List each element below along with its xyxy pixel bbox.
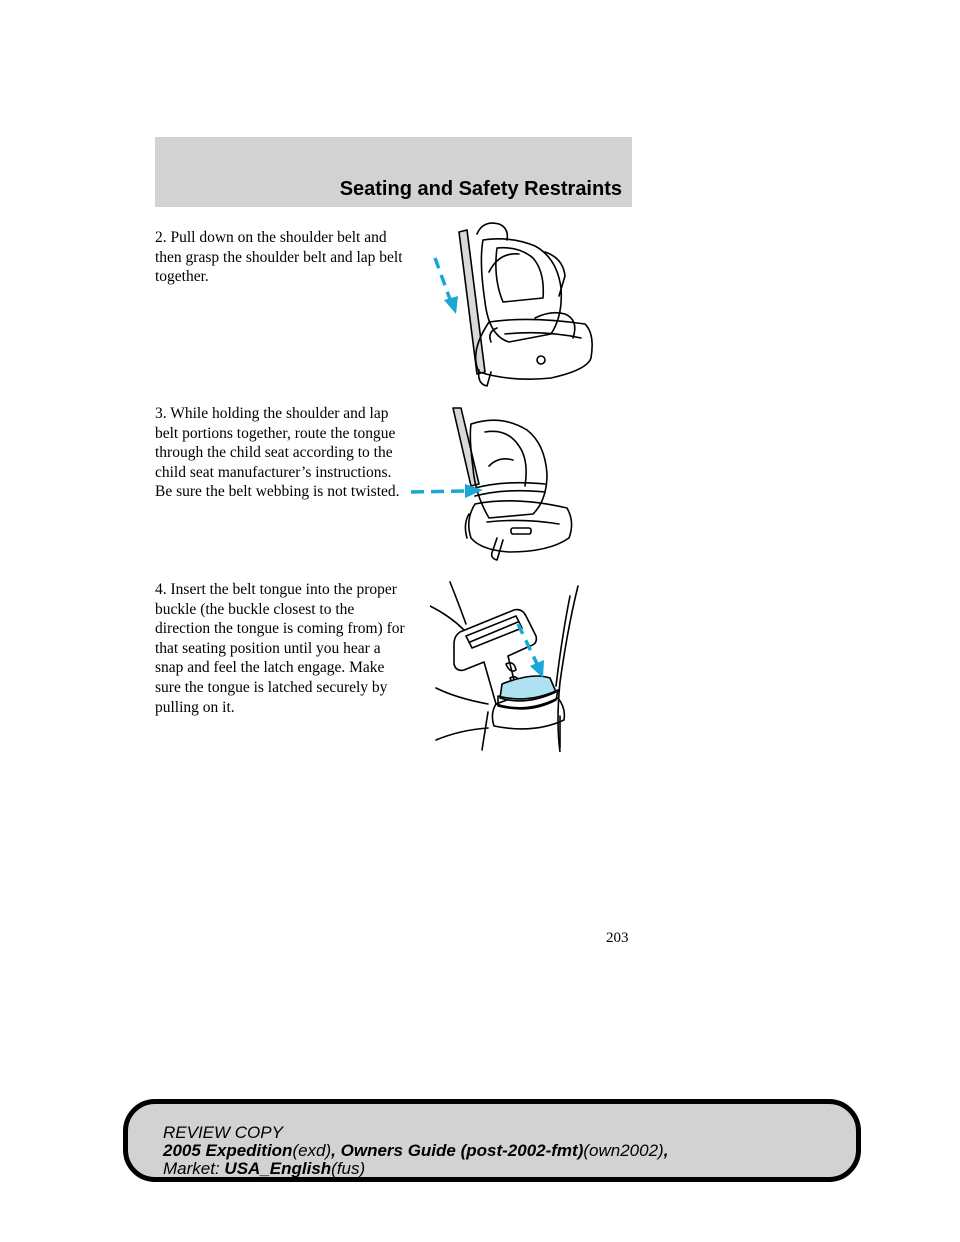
footer-market-code: (fus) (331, 1159, 366, 1178)
footer-document-id (163, 1142, 668, 1160)
footer-market-label: Market: (163, 1159, 220, 1178)
section-header-band (155, 137, 632, 207)
step-4-text: 4. Insert the belt tongue into the proper buckle (the buckle closest to the direction the tongue is coming from) for that seating position until you hear a snap and feel the latch engage. Make sure the tongue is latched securely by pulling on it. (155, 581, 405, 716)
illustration-insert-buckle (430, 580, 590, 752)
footer-market-line (163, 1160, 668, 1178)
footer-guide: , Owners Guide (post-2002-fmt) (331, 1141, 584, 1160)
footer-comma: , (663, 1141, 669, 1160)
footer-model: 2005 Expedition (163, 1141, 293, 1160)
footer-model-code: (exd) (292, 1141, 332, 1160)
step-3-text: 3. While holding the shoulder and lap belt portions together, route the tongue through the child seat according to the child seat manufacturer’s instructions. Be sure the belt webbing is not twisted. (155, 405, 400, 501)
page-number: 203 (606, 930, 629, 946)
footer-review-copy: REVIEW COPY (163, 1123, 283, 1142)
footer-text (163, 1124, 668, 1178)
illustration-route-belt-tongue (405, 404, 585, 572)
footer-guide-code: (own2002) (583, 1141, 664, 1160)
step-2-text: 2. Pull down on the shoulder belt and then grasp the shoulder belt and lap belt together. (155, 229, 403, 286)
section-title: Seating and Safety Restraints (339, 178, 622, 200)
footer-market: USA_English (224, 1159, 332, 1178)
illustration-pull-shoulder-belt (425, 222, 600, 390)
